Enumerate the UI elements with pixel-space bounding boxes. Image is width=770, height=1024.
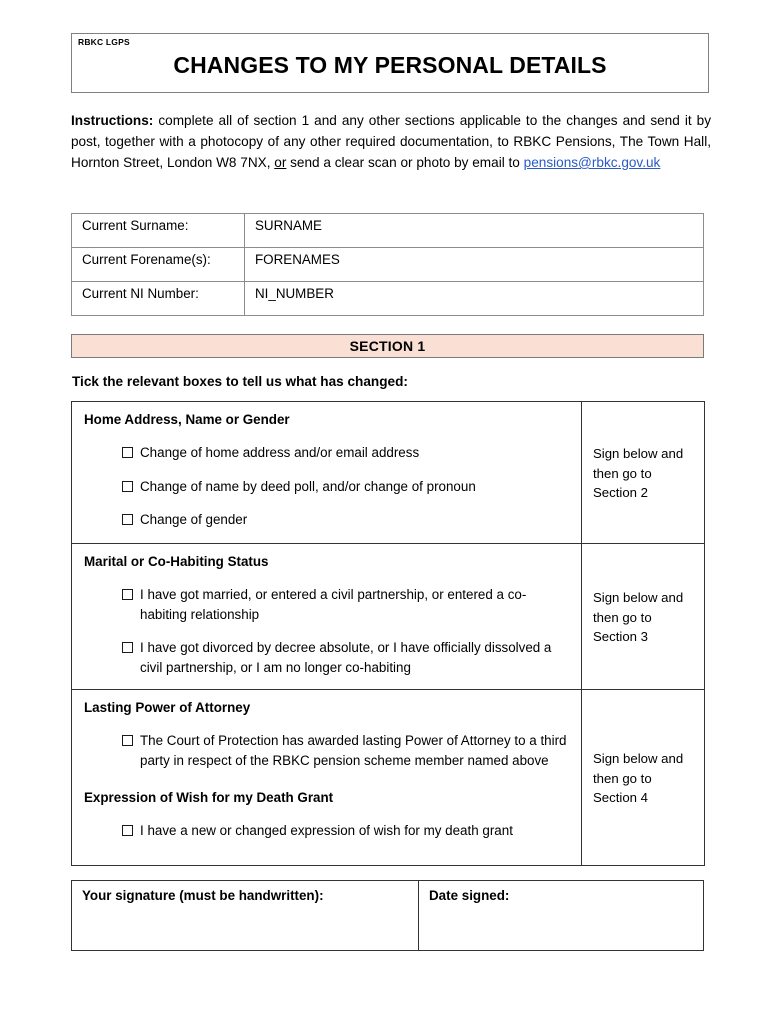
page-title: CHANGES TO MY PERSONAL DETAILS bbox=[173, 52, 607, 78]
date-signed-field[interactable] bbox=[419, 881, 704, 951]
changes-table bbox=[71, 401, 705, 866]
option-label: I have a new or changed expression of wish for my death grant bbox=[140, 823, 513, 838]
ni-number-value[interactable]: NI_NUMBER bbox=[245, 282, 704, 316]
group-heading-marital-status: Marital or Co-Habiting Status bbox=[84, 554, 269, 569]
surname-value[interactable]: SURNAME bbox=[245, 214, 704, 248]
organisation-tag: RBKC LGPS bbox=[78, 37, 130, 47]
note-text: Sign below and then go to Section 4 bbox=[593, 751, 684, 806]
instructions-text-part-1: complete all of section 1 and any other sections applicable to the changes and send it by post, together with a photocopy of any other required documentation, to RBKC Pensions, The Town Hall, Hornton Street, London W8 7NX, bbox=[71, 113, 711, 170]
title-box bbox=[71, 33, 709, 93]
pensions-email-link[interactable]: pensions@rbkc.gov.uk bbox=[523, 155, 661, 170]
table-row bbox=[72, 248, 704, 282]
checkbox-icon[interactable] bbox=[122, 589, 133, 600]
option-got-married[interactable] bbox=[122, 585, 569, 624]
option-label: The Court of Protection has awarded lasting Power of Attorney to a third party in respect of the RBKC pension scheme member named above bbox=[140, 733, 567, 768]
group-heading-home-address: Home Address, Name or Gender bbox=[84, 412, 290, 427]
signature-table bbox=[71, 880, 704, 951]
power-of-attorney-group-cell bbox=[72, 690, 582, 866]
table-row bbox=[72, 402, 705, 544]
marital-status-group-cell bbox=[72, 544, 582, 690]
note-text: Sign below and then go to Section 2 bbox=[593, 446, 684, 501]
section-1-banner: SECTION 1 bbox=[71, 334, 704, 358]
checkbox-icon[interactable] bbox=[122, 825, 133, 836]
signature-field[interactable] bbox=[72, 881, 419, 951]
checkbox-icon[interactable] bbox=[122, 642, 133, 653]
instructions-paragraph bbox=[71, 110, 711, 173]
forenames-value[interactable]: FORENAMES bbox=[245, 248, 704, 282]
option-label: I have got divorced by decree absolute, or I have officially dissolved a civil partnership, or I am no longer co-habiting bbox=[140, 640, 552, 675]
option-change-home-address[interactable] bbox=[122, 443, 569, 463]
option-expression-of-wish[interactable] bbox=[122, 821, 569, 841]
ni-number-label: Current NI Number: bbox=[72, 282, 245, 316]
checkbox-icon[interactable] bbox=[122, 481, 133, 492]
home-address-note-cell bbox=[582, 402, 705, 544]
checkbox-icon[interactable] bbox=[122, 514, 133, 525]
signature-label: Your signature (must be handwritten): bbox=[82, 888, 324, 903]
tick-instruction: Tick the relevant boxes to tell us what has changed: bbox=[72, 374, 408, 389]
member-details-table bbox=[71, 213, 704, 316]
checkbox-icon[interactable] bbox=[122, 735, 133, 746]
table-row bbox=[72, 282, 704, 316]
checkbox-icon[interactable] bbox=[122, 447, 133, 458]
date-signed-label: Date signed: bbox=[429, 888, 510, 903]
note-text: Sign below and then go to Section 3 bbox=[593, 590, 684, 645]
instructions-or: or bbox=[274, 155, 287, 170]
surname-label: Current Surname: bbox=[72, 214, 245, 248]
option-label: I have got married, or entered a civil partnership, or entered a co-habiting relationship bbox=[140, 587, 527, 622]
instructions-label: Instructions: bbox=[71, 113, 154, 128]
home-address-group-cell bbox=[72, 402, 582, 544]
marital-status-note-cell bbox=[582, 544, 705, 690]
table-row bbox=[72, 214, 704, 248]
table-row bbox=[72, 881, 704, 951]
table-row bbox=[72, 690, 705, 866]
option-change-name-deed-poll[interactable] bbox=[122, 477, 569, 497]
option-court-of-protection-lpa[interactable] bbox=[122, 731, 569, 770]
option-change-gender[interactable] bbox=[122, 510, 569, 530]
power-of-attorney-note-cell bbox=[582, 690, 705, 866]
instructions-text-part-2: send a clear scan or photo by email to bbox=[286, 155, 524, 170]
option-label: Change of home address and/or email address bbox=[140, 445, 420, 460]
group-heading-expression-of-wish: Expression of Wish for my Death Grant bbox=[84, 790, 334, 805]
forenames-label: Current Forename(s): bbox=[72, 248, 245, 282]
option-got-divorced[interactable] bbox=[122, 638, 569, 677]
option-label: Change of name by deed poll, and/or change of pronoun bbox=[140, 478, 476, 494]
option-label: Change of gender bbox=[140, 512, 248, 527]
table-row bbox=[72, 544, 705, 690]
group-heading-power-of-attorney: Lasting Power of Attorney bbox=[84, 700, 251, 715]
